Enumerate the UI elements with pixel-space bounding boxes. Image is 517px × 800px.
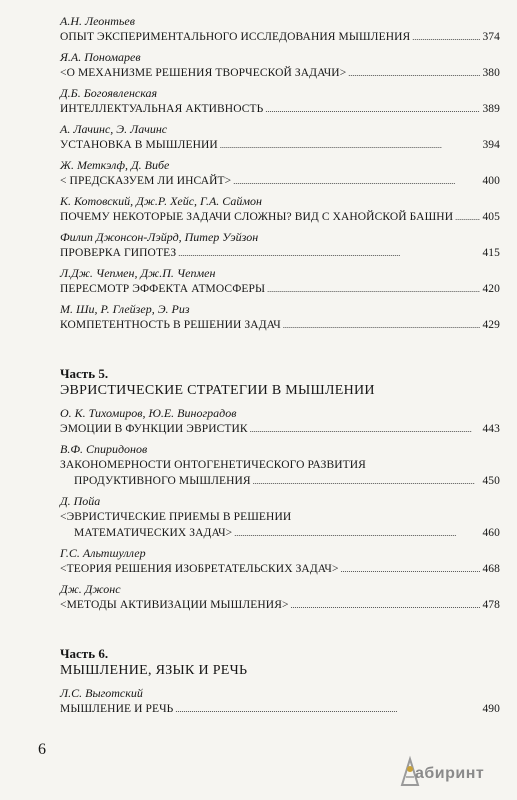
entry-author: В.Ф. Спиридонов [60,442,148,456]
dot-leader [283,317,481,333]
entry-title: < ПРЕДСКАЗУЕМ ЛИ ИНСАЙТ> [60,175,232,187]
entry-title-line [60,421,500,437]
dot-leader [234,525,480,541]
entry-title: ПЕРЕСМОТР ЭФФЕКТА АТМОСФЕРЫ [60,283,266,295]
toc-entry [60,194,500,230]
toc-entry [60,302,500,338]
entry-author: А.Н. Леонтьев [60,14,135,28]
entry-author: К. Котовский, Дж.Р. Хейс, Г.А. Саймон [60,194,262,208]
entry-author: Филип Джонсон-Лэйрд, Питер Уэйзон [60,230,259,244]
entry-title: <ТЕОРИЯ РЕШЕНИЯ ИЗОБРЕТАТЕЛЬСКИХ ЗАДАЧ> [60,563,339,575]
entry-title-line [60,509,500,525]
dot-leader [233,173,480,189]
entry-title-line [60,525,500,541]
entry-title-line [60,65,500,81]
part5-title: ЭВРИСТИЧЕСКИЕ СТРАТЕГИИ В МЫШЛЕНИИ [60,383,375,398]
entry-title: <МЕТОДЫ АКТИВИЗАЦИИ МЫШЛЕНИЯ> [60,599,289,611]
entry-title-line [60,561,500,577]
part6-title: МЫШЛЕНИЕ, ЯЗЫК И РЕЧЬ [60,663,248,678]
dot-leader [175,701,480,717]
entry-title-line [60,209,500,225]
entry-title: ИНТЕЛЛЕКТУАЛЬНАЯ АКТИВНОСТЬ [60,103,264,115]
entry-title-line [60,281,500,297]
entry-title-line [60,473,500,489]
entry-page-number: 460 [482,527,500,539]
entry-title-line [60,173,500,189]
entry-author: А. Лачинс, Э. Лачинс [60,122,168,136]
toc-list [60,14,500,722]
entry-page-number: 394 [482,139,500,151]
entry-title: МЫШЛЕНИЕ И РЕЧЬ [60,703,174,715]
part6-label: Часть 6. [60,646,109,661]
entry-title: ЗАКОНОМЕРНОСТИ ОНТОГЕНЕТИЧЕСКОГО РАЗВИТИЯ [60,459,366,471]
dot-leader [265,101,480,117]
entry-title-line [60,101,500,117]
entry-page-number: 374 [482,31,500,43]
toc-entries-part6 [60,686,500,722]
toc-entry [60,122,500,158]
dot-leader [253,473,481,489]
entry-author: М. Ши, Р. Глейзер, Э. Риз [60,302,190,316]
dot-leader [341,561,481,577]
entry-author: О. К. Тихомиров, Ю.Е. Виноградов [60,406,237,420]
dot-leader [291,597,481,613]
entry-title: <О МЕХАНИЗМЕ РЕШЕНИЯ ТВОРЧЕСКОЙ ЗАДАЧИ> [60,67,347,79]
entry-page-number: 478 [482,599,500,611]
dot-leader [455,209,480,225]
dot-leader [220,137,481,153]
entry-page-number: 490 [482,703,500,715]
entry-title-line [60,29,500,45]
toc-entry [60,86,500,122]
toc-entry [60,230,500,266]
entry-author: Я.А. Пономарев [60,50,141,64]
entry-author: Дж. Джонс [60,582,121,596]
entry-page-number: 380 [482,67,500,79]
dot-leader [250,421,481,437]
entry-title-line [60,245,500,261]
toc-entry [60,686,500,722]
toc-entry [60,266,500,302]
dot-leader [348,65,480,81]
toc-entry [60,494,500,546]
toc-entry [60,546,500,582]
entry-title-line [60,701,500,717]
dot-leader [267,281,480,297]
entry-title-line [60,597,500,613]
entry-title: ЭМОЦИИ В ФУНКЦИИ ЭВРИСТИК [60,423,248,435]
toc-entry [60,158,500,194]
watermark-text: абиринт [415,765,485,782]
entry-page-number: 415 [482,247,500,259]
entry-title: КОМПЕТЕНТНОСТЬ В РЕШЕНИИ ЗАДАЧ [60,319,281,331]
entry-title: ПРОВЕРКА ГИПОТЕЗ [60,247,177,259]
entry-author: Д.Б. Богоявленская [60,86,158,100]
entry-author: Г.С. Альтшуллер [60,546,146,560]
entry-page-number: 420 [482,283,500,295]
entry-page-number: 405 [482,211,500,223]
entry-title: ПОЧЕМУ НЕКОТОРЫЕ ЗАДАЧИ СЛОЖНЫ? ВИД С ХАНОЙСКОЙ БАШНИ [60,211,454,223]
entry-title: ОПЫТ ЭКСПЕРИМЕНТАЛЬНОГО ИССЛЕДОВАНИЯ МЫШЛЕНИЯ [60,31,411,43]
entry-author: Л.Дж. Чепмен, Дж.П. Чепмен [60,266,216,280]
part5-label: Часть 5. [60,366,109,381]
entry-page-number: 450 [482,475,500,487]
entry-page-number: 400 [482,175,500,187]
entry-title-line [60,457,500,473]
entry-author: Д. Пойа [60,494,101,508]
toc-entry [60,582,500,618]
entry-title: ПРОДУКТИВНОГО МЫШЛЕНИЯ [74,475,251,487]
dot-leader [178,245,480,261]
toc-entry [60,14,500,50]
toc-entries-part4 [60,14,500,338]
entry-page-number: 468 [482,563,500,575]
entry-title: УСТАНОВКА В МЫШЛЕНИИ [60,139,218,151]
toc-entry [60,406,500,442]
entry-page-number: 389 [482,103,500,115]
entry-page-number: 443 [482,423,500,435]
entry-author: Л.С. Выготский [60,686,143,700]
entry-title: МАТЕМАТИЧЕСКИХ ЗАДАЧ> [74,527,233,539]
entry-author: Ж. Меткэлф, Д. Вибе [60,158,170,172]
entry-title: <ЭВРИСТИЧЕСКИЕ ПРИЕМЫ В РЕШЕНИИ [60,511,292,523]
entry-title-line [60,317,500,333]
dot-leader [412,29,480,45]
page-number: 6 [38,741,46,758]
entry-title-line [60,137,500,153]
toc-entry [60,442,500,494]
toc-entries-part5 [60,406,500,618]
entry-page-number: 429 [482,319,500,331]
toc-entry [60,50,500,86]
